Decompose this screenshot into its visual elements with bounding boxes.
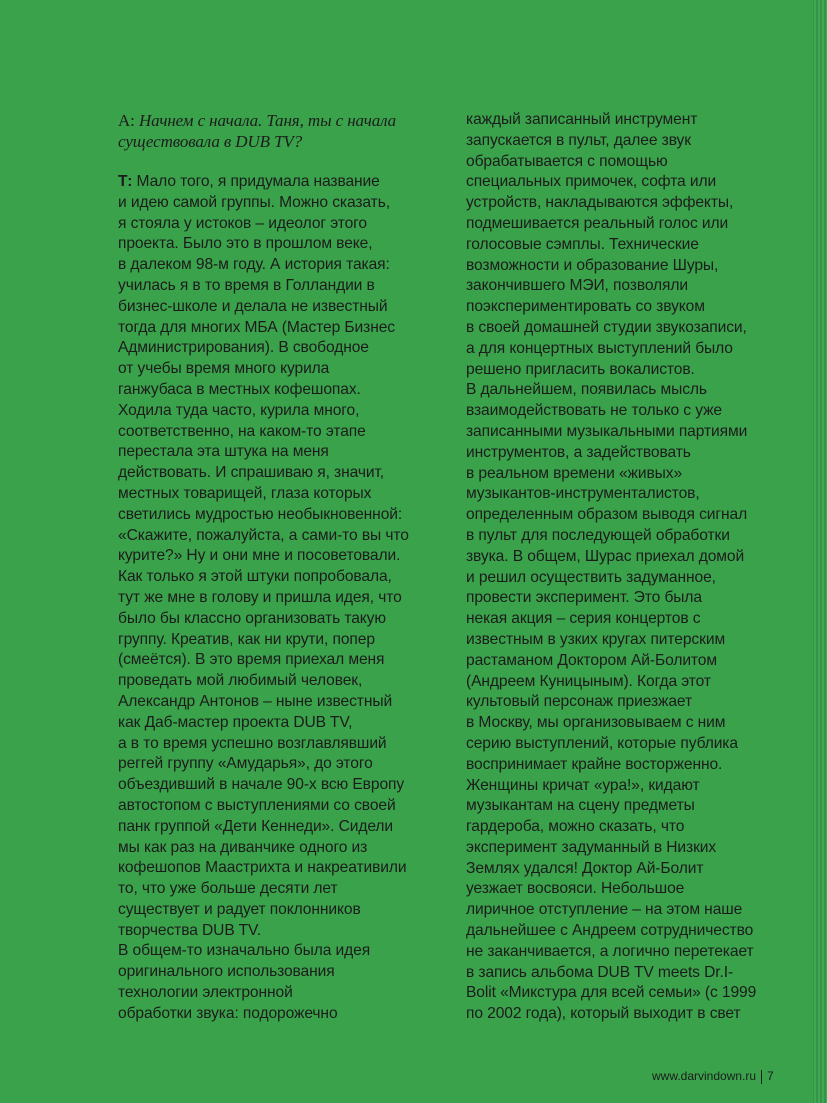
- text-line: растаманом Доктором Ай-Болитом: [466, 651, 717, 669]
- text-line: решено пригласить вокалистов.: [466, 360, 695, 378]
- text-line: Как только я этой штуки попробовала,: [118, 568, 392, 586]
- text-line: я стояла у истоков – идеолог этого: [118, 214, 367, 232]
- text-line: специальных примочек, софта или: [466, 173, 717, 191]
- site-url: www.darvindown.ru: [652, 1069, 757, 1083]
- text-line: проекта. Было это в прошлом веке,: [118, 235, 373, 253]
- right-column: [466, 110, 771, 1025]
- question-line-2: существовала в DUB TV?: [118, 132, 303, 151]
- text-line: закончившего МЭИ, позволяли: [466, 277, 689, 295]
- text-line: серию выступлений, которые публика: [466, 734, 738, 752]
- left-column: [118, 110, 420, 1025]
- text-line: в своей домашней студии звукозаписи,: [466, 318, 747, 336]
- text-line: было бы классно организовать такую: [118, 609, 386, 627]
- text-line: технологии электронной: [118, 984, 293, 1002]
- right-column-text: [466, 110, 771, 1025]
- text-line: Bolit «Микстура для всей семьи» (с 1999: [466, 984, 757, 1002]
- question-line-1: А: Начнем с начала. Таня, ты с начала: [118, 111, 397, 130]
- text-line: бизнес-школе и делала не известный: [118, 297, 388, 315]
- text-line: то, что уже больше десяти лет: [118, 880, 338, 898]
- question-label: А:: [118, 111, 135, 130]
- text-line: (смеётся). В это время приехал меня: [118, 651, 385, 669]
- text-line: лиричное отступление – на этом наше: [466, 901, 743, 919]
- text-line: а в то время успешно возглавлявший: [118, 734, 387, 752]
- text-line: курите?» Ну и они мне и посоветовали.: [118, 547, 401, 565]
- text-line: эксперимент задуманный в Низких: [466, 838, 717, 856]
- answer-first-line: Т: Мало того, я придумала название: [118, 173, 380, 190]
- text-line: творчества DUB TV.: [118, 921, 262, 939]
- text-line: как Даб-мастер проекта DUB TV,: [118, 713, 353, 731]
- page-edge-decoration: [813, 0, 827, 1103]
- text-line: оригинального использования: [118, 963, 335, 981]
- text-line: воспринимает крайне восторженно.: [466, 755, 723, 773]
- text-line: ганжубаса в местных кофешопах.: [118, 380, 361, 398]
- text-line: реггей группу «Амударья», до этого: [118, 755, 373, 773]
- text-line: в пульт для последующей обработки: [466, 526, 730, 544]
- text-line: музыкантам на сцену предметы: [466, 797, 695, 815]
- interview-answer: [118, 172, 420, 1025]
- page-footer: [652, 1069, 774, 1084]
- text-line: Ходила туда часто, курила много,: [118, 401, 360, 419]
- text-line: панк группой «Дети Кеннеди». Сидели: [118, 817, 394, 835]
- text-line: автостопом с выступлениями со своей: [118, 796, 396, 814]
- text-line: поэкспериментировать со звуком: [466, 298, 705, 316]
- text-line: в Москву, мы организовываем с ним: [466, 714, 726, 732]
- text-line: а для концертных выступлений было: [466, 339, 733, 357]
- text-line: по 2002 года), который выходит в свет: [466, 1005, 741, 1023]
- text-line: от учебы время много курила: [118, 360, 330, 378]
- text-line: проведать мой любимый человек,: [118, 672, 363, 690]
- text-line: не заканчивается, а логично перетекает: [466, 942, 754, 960]
- text-line: подмешивается реальный голос или: [466, 214, 729, 232]
- text-line: культовый персонаж приезжает: [466, 693, 693, 711]
- text-line: тогда для многих МБА (Мастер Бизнес: [118, 318, 395, 336]
- text-line: возможности и образование Шуры,: [466, 256, 719, 274]
- text-line: объездивший в начале 90-х всю Европу: [118, 776, 405, 794]
- text-line: в реальном времени «живых»: [466, 464, 683, 482]
- page-number: 7: [767, 1069, 774, 1083]
- text-line: голосовые сэмплы. Технические: [466, 235, 699, 253]
- text-line: уезжает восвояси. Небольшое: [466, 880, 685, 898]
- text-line: некая акция – серия концертов с: [466, 610, 701, 628]
- text-line: провести эксперимент. Это была: [466, 589, 702, 607]
- text-line: инструментов, а задействовать: [466, 443, 691, 461]
- text-line: Женщины кричат «ура!», кидают: [466, 776, 700, 794]
- text-line: и решил осуществить задуманное,: [466, 568, 716, 586]
- text-line: кофешопов Маастрихта и накреативили: [118, 859, 407, 877]
- text-line: светились мудростью необыкновенной:: [118, 505, 403, 523]
- text-line: обрабатывается с помощью: [466, 152, 668, 170]
- text-line: устройств, накладываются эффекты,: [466, 194, 734, 212]
- answer-label: Т:: [118, 173, 133, 190]
- text-line: «Скажите, пожалуйста, а сами-то вы что: [118, 526, 409, 544]
- text-line: (Андреем Куницыным). Когда этот: [466, 672, 711, 690]
- text-line: в далеком 98-м году. А история такая:: [118, 256, 390, 274]
- text-line: гардероба, можно сказать, что: [466, 818, 685, 836]
- text-line: перестала эта штука на меня: [118, 443, 329, 461]
- text-line: Землях удался! Доктор Ай-Болит: [466, 859, 704, 877]
- text-line: действовать. И спрашиваю я, значит,: [118, 464, 385, 482]
- text-line: звука. В общем, Шурас приехал домой: [466, 547, 745, 565]
- text-line: известным в узких кругах питерским: [466, 630, 726, 648]
- text-line: тут же мне в голову и пришла идея, что: [118, 588, 402, 606]
- spacer: [118, 152, 420, 172]
- text-line: В дальнейшем, появилась мысль: [466, 381, 707, 399]
- text-line: мы как раз на диванчике одного из: [118, 838, 368, 856]
- text-line: в запись альбома DUB TV meets Dr.I-: [466, 963, 734, 981]
- text-line: существует и радует поклонников: [118, 900, 361, 918]
- text-line: В общем-то изначально была идея: [118, 942, 371, 960]
- text-line: запускается в пульт, далее звук: [466, 131, 691, 149]
- text-line: и идею самой группы. Можно сказать,: [118, 193, 390, 211]
- text-line: определенным образом выводя сигнал: [466, 506, 748, 524]
- text-line: дальнейшее с Андреем сотрудничество: [466, 922, 754, 940]
- text-line: обработки звука: подорожечно: [118, 1004, 338, 1022]
- left-column-text: [118, 193, 420, 1025]
- text-line: Администрирования). В свободное: [118, 339, 369, 357]
- text-line: группу. Креатив, как ни крути, попер: [118, 630, 375, 648]
- interview-question: [118, 110, 420, 152]
- text-line: записанными музыкальными партиями: [466, 422, 748, 440]
- footer-separator: [761, 1070, 762, 1084]
- text-line: взаимодействовать не только с уже: [466, 402, 722, 420]
- text-line: училась я в то время в Голландии в: [118, 276, 375, 294]
- text-line: Александр Антонов – ныне известный: [118, 692, 393, 710]
- text-line: музыкантов-инструменталистов,: [466, 485, 700, 503]
- text-line: местных товарищей, глаза которых: [118, 484, 372, 502]
- text-line: каждый записанный инструмент: [466, 111, 698, 128]
- text-line: соответственно, на каком-то этапе: [118, 422, 366, 440]
